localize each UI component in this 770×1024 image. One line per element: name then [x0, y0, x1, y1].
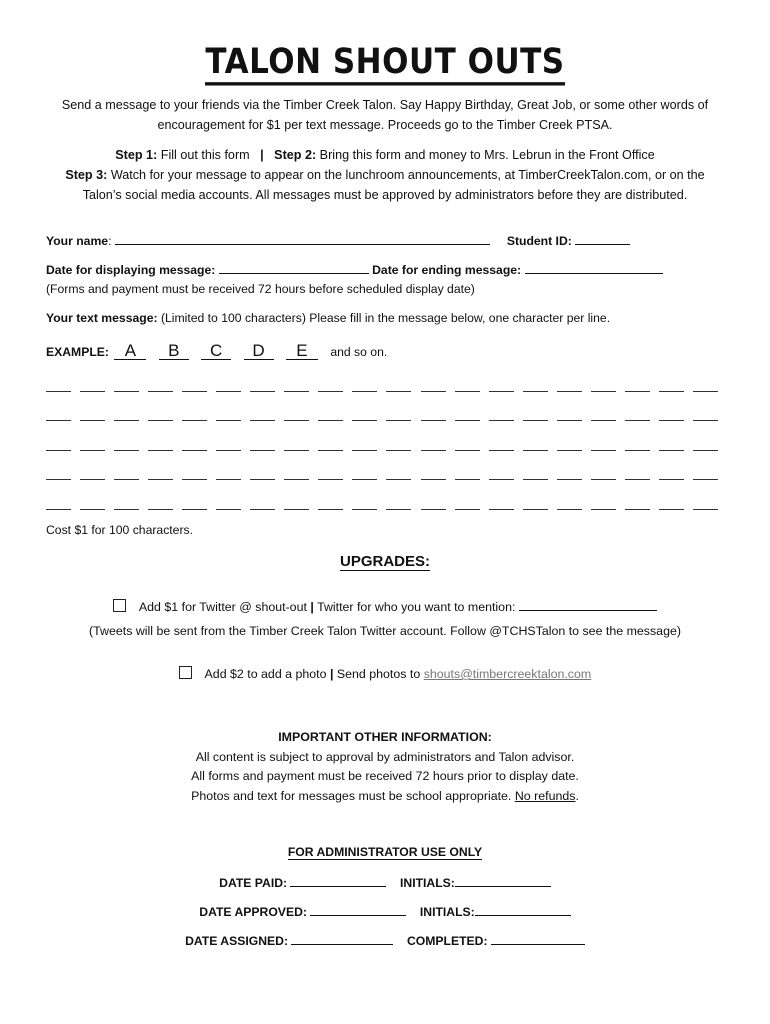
- character-blank[interactable]: [318, 391, 343, 392]
- character-blank[interactable]: [557, 479, 582, 480]
- character-blank[interactable]: [148, 509, 173, 510]
- admin-row-approved: [0, 903, 770, 919]
- character-grid-row: [46, 421, 718, 451]
- admin-row-paid: [0, 874, 770, 890]
- character-grid-row: [46, 362, 718, 392]
- character-blank[interactable]: [489, 450, 514, 451]
- intro-paragraph: [30, 95, 740, 135]
- character-blank[interactable]: [318, 450, 343, 451]
- character-blank[interactable]: [523, 391, 548, 392]
- character-blank[interactable]: [284, 391, 309, 392]
- steps-1-2: [30, 145, 740, 165]
- character-blank[interactable]: [693, 420, 718, 421]
- step2-label: Step 2:: [274, 148, 317, 162]
- character-blank[interactable]: [250, 391, 275, 392]
- character-blank[interactable]: [46, 391, 71, 392]
- initials-label-2: INITIALS:: [419, 905, 475, 919]
- character-blank[interactable]: [489, 391, 514, 392]
- character-blank[interactable]: [216, 420, 241, 421]
- character-blank[interactable]: [250, 450, 275, 451]
- character-blank[interactable]: [46, 479, 71, 480]
- character-blank[interactable]: [46, 420, 71, 421]
- student-id-field[interactable]: [575, 232, 630, 245]
- example-suffix: and so on.: [330, 345, 388, 359]
- date-approved-field[interactable]: [310, 903, 406, 916]
- character-blank[interactable]: [386, 450, 411, 451]
- step-3: [30, 165, 740, 205]
- photo-separator: |: [329, 667, 334, 681]
- dates-row: [46, 261, 663, 279]
- photo-send-label: Send photos to: [336, 667, 421, 681]
- character-blank[interactable]: [80, 479, 105, 480]
- step1-label: Step 1:: [115, 148, 158, 162]
- step3-text: Watch for your message to appear on the lunchroom announcements, at TimberCreekTalon.com, or on the: [110, 168, 705, 182]
- important-info: [30, 728, 740, 806]
- character-blank[interactable]: [489, 479, 514, 480]
- character-blank[interactable]: [523, 450, 548, 451]
- character-blank[interactable]: [625, 391, 650, 392]
- character-blank[interactable]: [80, 450, 105, 451]
- character-blank[interactable]: [318, 420, 343, 421]
- character-blank[interactable]: [80, 391, 105, 392]
- character-blank[interactable]: [591, 509, 616, 510]
- date-display-label: Date for displaying message:: [46, 263, 216, 277]
- character-blank[interactable]: [182, 479, 207, 480]
- character-blank[interactable]: [591, 420, 616, 421]
- character-blank[interactable]: [386, 420, 411, 421]
- character-blank[interactable]: [625, 450, 650, 451]
- character-blank[interactable]: [659, 509, 684, 510]
- character-blank[interactable]: [421, 391, 446, 392]
- intro-line-2: encouragement for $1 per text message. Proceeds go to the Timber Creek PTSA.: [157, 118, 613, 132]
- photo-upgrade-checkbox[interactable]: [179, 666, 192, 679]
- character-blank[interactable]: [625, 420, 650, 421]
- student-id-label: Student ID:: [506, 234, 572, 248]
- character-blank[interactable]: [352, 450, 377, 451]
- character-blank[interactable]: [693, 391, 718, 392]
- character-blank[interactable]: [250, 509, 275, 510]
- example-row: [46, 343, 387, 361]
- character-grid-row: [46, 392, 718, 422]
- date-approved-label: DATE APPROVED:: [199, 905, 307, 919]
- no-refunds-text: No refunds: [514, 788, 576, 803]
- character-blank[interactable]: [386, 391, 411, 392]
- date-display-field[interactable]: [219, 261, 369, 274]
- character-blank[interactable]: [386, 509, 411, 510]
- character-blank[interactable]: [46, 450, 71, 451]
- character-blank[interactable]: [659, 391, 684, 392]
- character-grid-row: [46, 480, 718, 510]
- character-blank[interactable]: [352, 420, 377, 421]
- text-message-row: [46, 309, 610, 327]
- character-blank[interactable]: [182, 450, 207, 451]
- character-blank[interactable]: [455, 509, 480, 510]
- twitter-mention-label: Twitter for who you want to mention:: [317, 600, 516, 614]
- date-end-field[interactable]: [525, 261, 663, 274]
- character-blank[interactable]: [114, 420, 139, 421]
- date-paid-label: DATE PAID:: [219, 876, 288, 890]
- twitter-mention-field[interactable]: [519, 598, 657, 611]
- character-blank[interactable]: [386, 479, 411, 480]
- your-name-label: Your name: [46, 234, 109, 248]
- character-blank[interactable]: [148, 450, 173, 451]
- character-blank[interactable]: [182, 509, 207, 510]
- character-blank[interactable]: [489, 420, 514, 421]
- completed-label: COMPLETED:: [406, 934, 488, 948]
- character-blank[interactable]: [216, 450, 241, 451]
- character-blank[interactable]: [250, 420, 275, 421]
- twitter-upgrade-text: Add $1 for Twitter @ shout-out: [138, 600, 307, 614]
- important-heading: IMPORTANT OTHER INFORMATION:: [278, 730, 492, 744]
- character-blank[interactable]: [216, 391, 241, 392]
- date-end-label: Date for ending message:: [372, 263, 522, 277]
- character-blank[interactable]: [318, 479, 343, 480]
- example-letter: A: [114, 343, 146, 360]
- character-blank[interactable]: [284, 420, 309, 421]
- character-blank[interactable]: [148, 420, 173, 421]
- character-blank[interactable]: [591, 391, 616, 392]
- character-blank[interactable]: [114, 479, 139, 480]
- photo-email-link[interactable]: shouts@timbercreektalon.com: [423, 667, 592, 681]
- important-line-3: Photos and text for messages must be school appropriate.: [191, 788, 512, 803]
- cost-note: Cost $1 for 100 characters.: [46, 523, 193, 537]
- character-blank[interactable]: [352, 391, 377, 392]
- character-blank[interactable]: [421, 450, 446, 451]
- step2-text: Bring this form and money to Mrs. Lebrun in the Front Office: [319, 148, 655, 162]
- completed-field[interactable]: [491, 932, 585, 945]
- text-message-label: Your text message:: [46, 311, 158, 325]
- character-blank[interactable]: [318, 509, 343, 510]
- initials-field[interactable]: [455, 874, 551, 887]
- character-blank[interactable]: [557, 391, 582, 392]
- character-blank[interactable]: [489, 509, 514, 510]
- character-blank[interactable]: [625, 479, 650, 480]
- example-letter: B: [159, 343, 189, 360]
- step1-text: Fill out this form: [160, 148, 250, 162]
- character-blank[interactable]: [80, 420, 105, 421]
- character-blank[interactable]: [46, 509, 71, 510]
- character-grid: [46, 362, 718, 510]
- page-title: TALON SHOUT OUTS: [0, 42, 770, 82]
- date-assigned-label: DATE ASSIGNED:: [185, 934, 288, 948]
- character-blank[interactable]: [523, 509, 548, 510]
- character-blank[interactable]: [693, 509, 718, 510]
- character-blank[interactable]: [284, 509, 309, 510]
- deadline-note: (Forms and payment must be received 72 hours before scheduled display date): [46, 282, 475, 296]
- important-line-2: All forms and payment must be received 72 hours prior to display date.: [191, 769, 579, 783]
- example-label: EXAMPLE:: [46, 345, 109, 359]
- example-letter: C: [201, 343, 231, 360]
- twitter-separator: |: [310, 600, 314, 614]
- twitter-upgrade-checkbox[interactable]: [113, 599, 126, 612]
- character-blank[interactable]: [182, 391, 207, 392]
- intro-line-1: Send a message to your friends via the Timber Creek Talon. Say Happy Birthday, Great Job, or some other words of: [61, 98, 709, 112]
- character-blank[interactable]: [352, 479, 377, 480]
- admin-row-assigned: [0, 932, 770, 948]
- upgrades-heading: UPGRADES:: [339, 553, 430, 570]
- step-separator: |: [260, 148, 264, 162]
- character-blank[interactable]: [591, 450, 616, 451]
- photo-upgrade-row: [30, 664, 740, 684]
- character-blank[interactable]: [455, 420, 480, 421]
- character-blank[interactable]: [693, 479, 718, 480]
- admin-heading: FOR ADMINISTRATOR USE ONLY: [287, 845, 483, 859]
- character-blank[interactable]: [455, 450, 480, 451]
- character-blank[interactable]: [352, 509, 377, 510]
- character-blank[interactable]: [523, 420, 548, 421]
- name-row: Your name: Student ID:: [46, 232, 630, 250]
- character-blank[interactable]: [216, 509, 241, 510]
- character-blank[interactable]: [659, 420, 684, 421]
- character-blank[interactable]: [284, 479, 309, 480]
- character-blank[interactable]: [148, 479, 173, 480]
- date-assigned-field[interactable]: [291, 932, 393, 945]
- step3-text-2: Talon’s social media accounts. All messages must be approved by administrators before they are distributed.: [82, 188, 688, 202]
- character-blank[interactable]: [182, 420, 207, 421]
- date-paid-field[interactable]: [290, 874, 386, 887]
- text-message-note: (Limited to 100 characters) Please fill in the message below, one character per line.: [160, 311, 611, 325]
- character-blank[interactable]: [455, 479, 480, 480]
- period: .: [575, 788, 579, 803]
- character-blank[interactable]: [659, 479, 684, 480]
- character-blank[interactable]: [148, 391, 173, 392]
- character-blank[interactable]: [284, 450, 309, 451]
- example-letter: E: [286, 343, 318, 360]
- character-blank[interactable]: [114, 509, 139, 510]
- initials-field-2[interactable]: [475, 903, 571, 916]
- character-blank[interactable]: [250, 479, 275, 480]
- character-blank[interactable]: [659, 450, 684, 451]
- character-blank[interactable]: [557, 420, 582, 421]
- your-name-field[interactable]: [115, 232, 490, 245]
- character-blank[interactable]: [80, 509, 105, 510]
- character-blank[interactable]: [625, 509, 650, 510]
- character-blank[interactable]: [693, 450, 718, 451]
- character-blank[interactable]: [523, 479, 548, 480]
- character-blank[interactable]: [216, 479, 241, 480]
- initials-label: INITIALS:: [400, 876, 455, 890]
- twitter-note: (Tweets will be sent from the Timber Creek Talon Twitter account. Follow @TCHSTalon to see the message): [89, 624, 681, 638]
- character-blank[interactable]: [455, 391, 480, 392]
- character-blank[interactable]: [421, 509, 446, 510]
- step3-label: Step 3:: [65, 168, 108, 182]
- character-grid-row: [46, 451, 718, 481]
- character-blank[interactable]: [591, 479, 616, 480]
- character-blank[interactable]: [421, 420, 446, 421]
- photo-upgrade-text: Add $2 to add a photo: [204, 667, 327, 681]
- character-blank[interactable]: [114, 450, 139, 451]
- character-blank[interactable]: [557, 509, 582, 510]
- character-blank[interactable]: [114, 391, 139, 392]
- character-blank[interactable]: [557, 450, 582, 451]
- twitter-upgrade-row: [30, 597, 740, 617]
- character-blank[interactable]: [421, 479, 446, 480]
- example-letter: D: [244, 343, 274, 360]
- important-line-1: All content is subject to approval by administrators and Talon advisor.: [195, 749, 575, 764]
